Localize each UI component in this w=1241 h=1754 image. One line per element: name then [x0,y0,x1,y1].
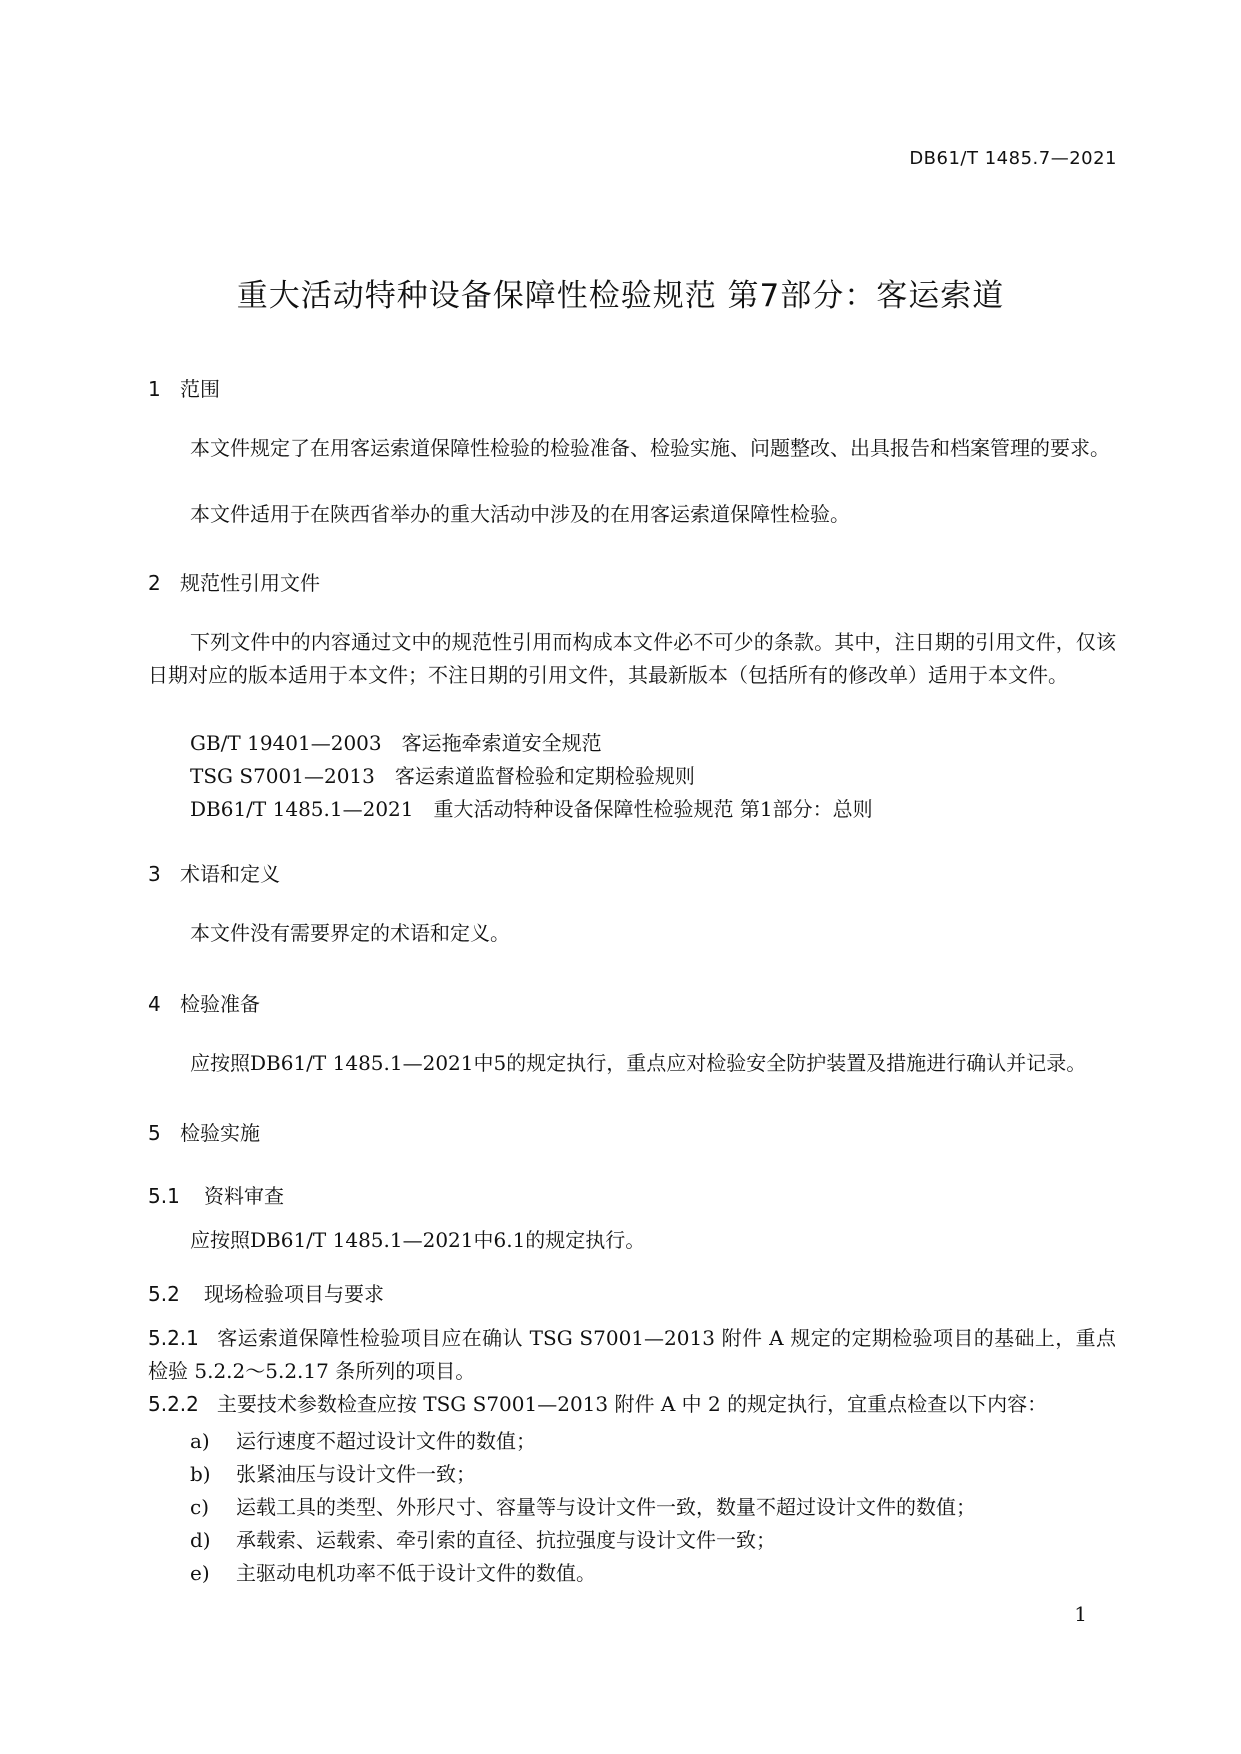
section-4-heading [148,988,260,1017]
section-5-2-number: 5.2 [148,1282,180,1306]
section-2-intro: 下列文件中的内容通过文中的规范性引用而构成本文件必不可少的条款。其中，注日期的引用文件，仅该日期对应的版本适用于本文件；不注日期的引用文件，其最新版本（包括所有的修改单）适用于本文件。 [148,630,1116,687]
section-1-paragraph-2: 本文件适用于在陕西省举办的重大活动中涉及的在用客运索道保障性检验。 [190,502,850,526]
section-4-number: 4 [148,992,161,1016]
list-item [190,1491,976,1520]
section-2-title: 规范性引用文件 [180,571,320,595]
reference-1: GB/T 19401—2003 客运拖牵索道安全规范 [190,731,602,755]
section-1-heading [148,373,220,402]
section-5-number: 5 [148,1121,161,1145]
standard-code: DB61/T 1485.7—2021 [909,148,1117,169]
section-4-title: 检验准备 [180,992,260,1016]
section-5-1-heading [148,1180,284,1209]
section-1-number: 1 [148,377,161,401]
section-5-2-title: 现场检验项目与要求 [204,1282,384,1306]
list-item-text: 张紧油压与设计文件一致； [236,1462,476,1486]
clause-5-2-2-text: 主要技术参数检查应按 TSG S7001—2013 附件 A 中 2 的规定执行，宜重点检查以下内容： [216,1392,1048,1416]
list-item [190,1425,536,1454]
section-1-title: 范围 [180,377,220,401]
list-item-text: 承载索、运载索、牵引索的直径、抗拉强度与设计文件一致； [236,1528,776,1552]
section-5-1-title: 资料审查 [204,1184,284,1208]
section-3-text: 本文件没有需要界定的术语和定义。 [190,921,510,945]
section-5-1-text: 应按照DB61/T 1485.1—2021中6.1的规定执行。 [190,1228,646,1252]
list-item-text: 主驱动电机功率不低于设计文件的数值。 [236,1561,596,1585]
list-item [190,1524,776,1553]
reference-2: TSG S7001—2013 客运索道监督检验和定期检验规则 [190,764,695,788]
list-item-marker: e) [190,1561,210,1585]
list-item-marker: c) [190,1495,210,1519]
section-5-2-heading [148,1278,384,1307]
list-item-marker: b) [190,1462,211,1486]
clause-5-2-1-number: 5.2.1 [148,1326,199,1350]
list-item [190,1458,476,1487]
section-5-heading [148,1117,260,1146]
list-item-marker: a) [190,1429,210,1453]
clause-5-2-1-text: 客运索道保障性检验项目应在确认 TSG S7001—2013 附件 A 规定的定期检验项目的基础上，重点检验 5.2.2～5.2.17 条所列的项目。 [148,1326,1116,1383]
document-title: 重大活动特种设备保障性检验规范 第7部分：客运索道 [236,278,1005,314]
list-item-text: 运行速度不超过设计文件的数值； [236,1429,536,1453]
list-item-text: 运载工具的类型、外形尺寸、容量等与设计文件一致，数量不超过设计文件的数值； [236,1495,976,1519]
reference-3: DB61/T 1485.1—2021 重大活动特种设备保障性检验规范 第1部分：总则 [190,797,873,821]
section-3-heading [148,858,280,887]
section-1-paragraph-1: 本文件规定了在用客运索道保障性检验的检验准备、检验实施、问题整改、出具报告和档案管理的要求。 [190,436,1110,460]
section-4-text: 应按照DB61/T 1485.1—2021中5的规定执行，重点应对检验安全防护装置及措施进行确认并记录。 [190,1051,1087,1075]
clause-5-2-2-number: 5.2.2 [148,1392,199,1416]
section-2-heading [148,567,320,596]
clause-5-2-2 [148,1388,1116,1421]
section-5-1-number: 5.1 [148,1184,180,1208]
page-number: 1 [1074,1602,1087,1626]
list-item [190,1557,596,1586]
section-5-title: 检验实施 [180,1121,260,1145]
clause-5-2-1 [148,1322,1116,1388]
section-3-title: 术语和定义 [180,862,280,886]
section-3-number: 3 [148,862,161,886]
section-2-number: 2 [148,571,161,595]
list-item-marker: d) [190,1528,211,1552]
